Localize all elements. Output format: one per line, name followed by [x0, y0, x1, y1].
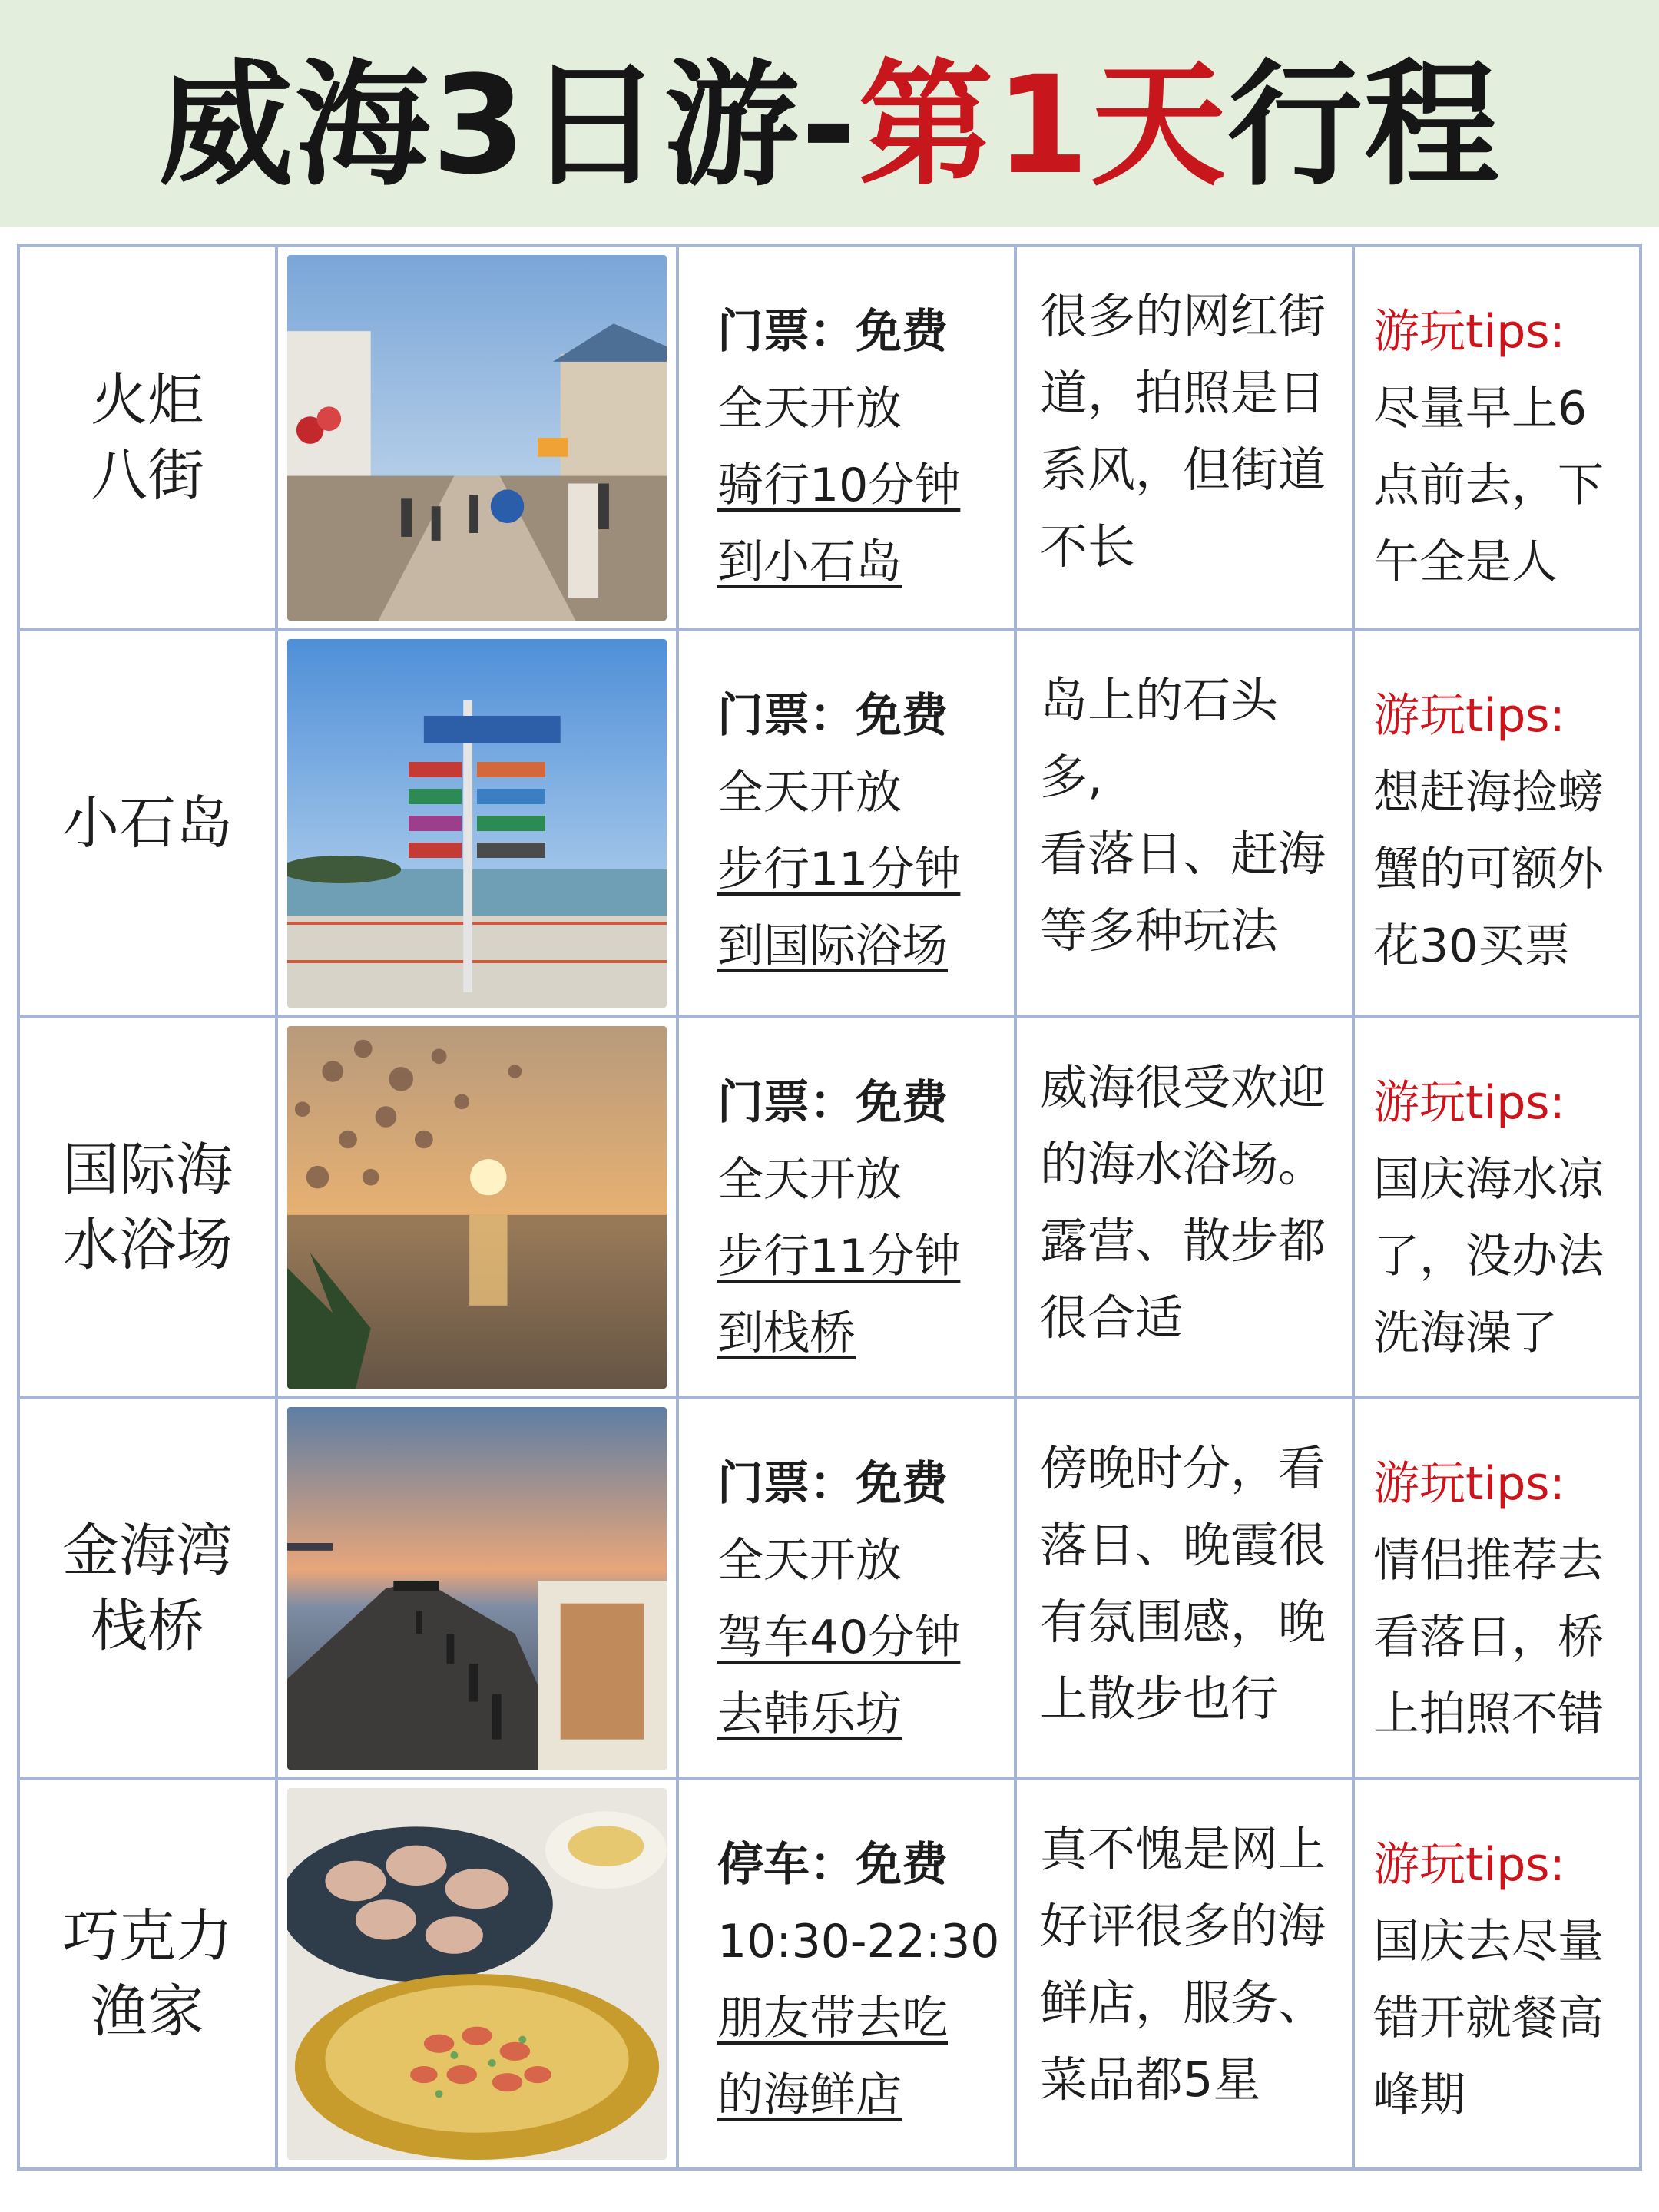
route-link: 步行11分钟 — [717, 1230, 961, 1283]
tips-heading: 游玩tips: — [1373, 1457, 1565, 1511]
place-name-cell — [20, 1018, 278, 1396]
tips-heading: 游玩tips: — [1373, 1076, 1565, 1130]
description-line: 很多的网红街 — [1040, 288, 1326, 344]
opening-hours: 10:30-22:30 — [717, 1915, 1000, 1969]
info-cell — [679, 1018, 1017, 1396]
description-line: 不长 — [1040, 518, 1136, 575]
photo-cell — [278, 1780, 679, 2167]
photo-cell — [278, 1018, 679, 1396]
description-line: 等多种玩法 — [1040, 902, 1279, 959]
description-line: 的海水浴场。 — [1040, 1136, 1326, 1192]
tips-line: 点前去，下 — [1373, 459, 1604, 512]
tips-line: 午全是人 — [1373, 535, 1558, 589]
ticket-info: 停车：免费 — [717, 1838, 948, 1892]
tips-line: 错开就餐高 — [1373, 1992, 1604, 2045]
header-banner — [0, 0, 1659, 227]
opening-hours: 全天开放 — [717, 1534, 902, 1588]
ticket-info: 门票：免费 — [717, 689, 948, 743]
ticket-info: 门票：免费 — [717, 305, 948, 359]
photo-cell — [278, 1399, 679, 1777]
description-line: 岛上的石头多, — [1040, 672, 1279, 805]
description-line: 系风，但街道 — [1040, 442, 1326, 498]
place-name: 金海湾 栈桥 — [62, 1518, 233, 1659]
description-cell — [1017, 631, 1355, 1015]
photo-cell — [278, 631, 679, 1015]
tips-line: 上拍照不错 — [1373, 1687, 1604, 1741]
seafood-photo — [287, 1788, 667, 2160]
tips-line: 看落日，桥 — [1373, 1611, 1604, 1664]
route-link: 到国际浴场 — [717, 919, 948, 973]
description-line: 落日、晚霞很 — [1040, 1517, 1326, 1573]
place-name-cell — [20, 1399, 278, 1777]
description-line: 傍晚时分，看 — [1040, 1440, 1326, 1496]
title-accent: 第1天 — [858, 46, 1227, 204]
tips-heading: 游玩tips: — [1373, 1838, 1565, 1892]
description-line: 好评很多的海 — [1040, 1898, 1326, 1954]
tips-line: 国庆去尽量 — [1373, 1915, 1604, 1969]
place-name-cell — [20, 631, 278, 1015]
place-name: 巧克力 渔家 — [62, 1903, 233, 2045]
opening-hours: 全天开放 — [717, 382, 902, 435]
info-cell — [679, 631, 1017, 1015]
itinerary-row — [20, 631, 1639, 1018]
tips-heading: 游玩tips: — [1373, 305, 1565, 359]
opening-hours: 全天开放 — [717, 766, 902, 820]
tips-cell — [1355, 247, 1639, 628]
description-cell — [1017, 247, 1355, 628]
title-main: 威海3日游- — [158, 46, 859, 204]
itinerary-row — [20, 1780, 1639, 2167]
route-link: 去韩乐坊 — [717, 1687, 902, 1741]
tips-line: 想赶海捡螃 — [1373, 766, 1604, 820]
description-line: 上散步也行 — [1040, 1671, 1279, 1727]
tips-line: 情侣推荐去 — [1373, 1534, 1604, 1588]
title-tail: 行程 — [1227, 46, 1501, 204]
route-link: 到小石岛 — [717, 535, 902, 589]
page-title — [158, 17, 1501, 211]
route-link: 朋友带去吃 — [717, 1992, 948, 2045]
ticket-info: 门票：免费 — [717, 1457, 948, 1511]
place-name-cell — [20, 1780, 278, 2167]
description-line: 很合适 — [1040, 1290, 1184, 1346]
description-line: 道，拍照是日 — [1040, 365, 1326, 421]
tips-cell — [1355, 1780, 1639, 2167]
tips-line: 蟹的可额外 — [1373, 843, 1604, 896]
tips-line: 尽量早上6 — [1373, 382, 1588, 435]
tips-line: 了，没办法 — [1373, 1230, 1604, 1283]
itinerary-row — [20, 1018, 1639, 1399]
itinerary-row — [20, 247, 1639, 631]
info-cell — [679, 1780, 1017, 2167]
street-photo — [287, 255, 667, 621]
tips-line: 峰期 — [1373, 2068, 1465, 2122]
info-cell — [679, 247, 1017, 628]
signpost-photo — [287, 639, 667, 1008]
place-name: 国际海 水浴场 — [62, 1137, 233, 1278]
route-link: 驾车40分钟 — [717, 1611, 961, 1664]
description-cell — [1017, 1399, 1355, 1777]
description-line: 真不愧是网上 — [1040, 1821, 1326, 1877]
itinerary-table — [17, 244, 1642, 2171]
description-line: 菜品都5星 — [1040, 2051, 1261, 2108]
description-line: 露营、散步都 — [1040, 1213, 1326, 1269]
tips-line: 国庆海水凉 — [1373, 1153, 1604, 1207]
description-line: 威海很受欢迎 — [1040, 1059, 1326, 1115]
info-cell — [679, 1399, 1017, 1777]
tips-cell — [1355, 631, 1639, 1015]
description-cell — [1017, 1018, 1355, 1396]
tips-heading: 游玩tips: — [1373, 689, 1565, 743]
tips-line: 花30买票 — [1373, 919, 1571, 973]
route-link: 的海鲜店 — [717, 2068, 902, 2122]
route-link: 到栈桥 — [717, 1306, 856, 1360]
place-name: 小石岛 — [62, 790, 233, 856]
sunset-balloons-photo — [287, 1026, 667, 1389]
description-cell — [1017, 1780, 1355, 2167]
description-line: 看落日、赶海 — [1040, 826, 1326, 882]
route-link: 步行11分钟 — [717, 843, 961, 896]
tips-cell — [1355, 1399, 1639, 1777]
description-line: 有氛围感，晚 — [1040, 1594, 1326, 1650]
itinerary-row — [20, 1399, 1639, 1780]
route-link: 骑行10分钟 — [717, 459, 961, 512]
place-name-cell — [20, 247, 278, 628]
opening-hours: 全天开放 — [717, 1153, 902, 1207]
tips-line: 洗海澡了 — [1373, 1306, 1558, 1360]
pier-photo — [287, 1407, 667, 1770]
ticket-info: 门票：免费 — [717, 1076, 948, 1130]
photo-cell — [278, 247, 679, 628]
description-line: 鲜店，服务、 — [1040, 1975, 1326, 2031]
tips-cell — [1355, 1018, 1639, 1396]
place-name: 火炬 八街 — [91, 367, 204, 508]
